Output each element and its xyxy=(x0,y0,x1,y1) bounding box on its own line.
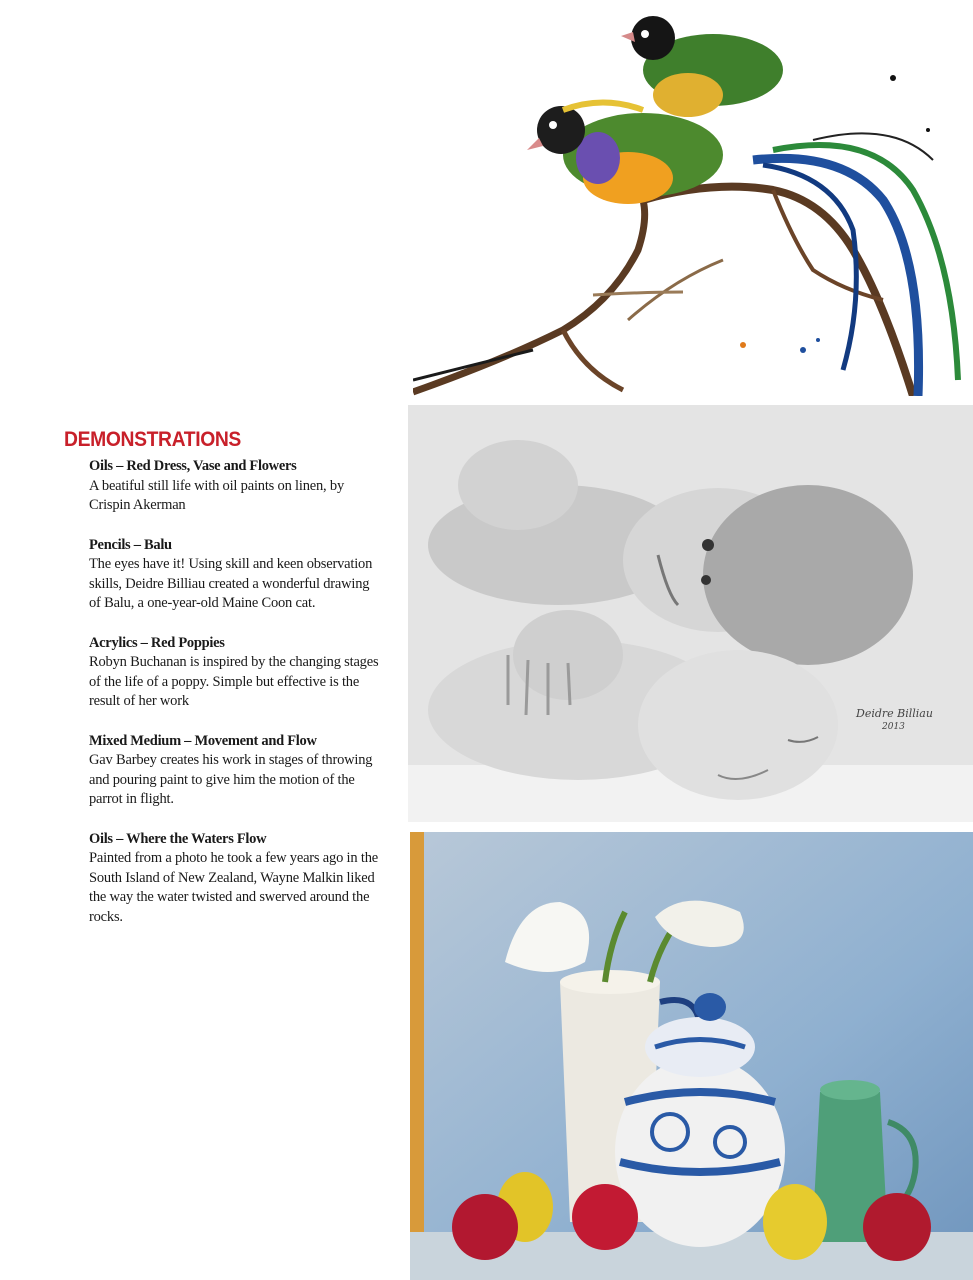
section-heading: DEMONSTRATIONS xyxy=(64,428,241,451)
still-life-artwork xyxy=(410,832,973,1280)
birds-artwork-image xyxy=(413,0,973,396)
entry-body: Painted from a photo he took a few years ago in the South Island of New Zealand, Wayne Malkin liked the way the water twisted and swerved around the rocks. xyxy=(89,850,378,925)
entry-title: Mixed Medium – Movement and Flow xyxy=(89,732,317,749)
birds-artwork xyxy=(413,0,973,396)
list-item xyxy=(89,457,379,516)
pencil-drawing-image xyxy=(408,405,973,822)
entry-title: Oils – Red Dress, Vase and Flowers xyxy=(89,458,297,474)
entry-title: Acrylics – Red Poppies xyxy=(89,634,225,651)
list-item xyxy=(89,732,379,810)
demonstrations-list xyxy=(89,457,379,947)
entry-title: Oils – Where the Waters Flow xyxy=(89,830,267,847)
list-item xyxy=(89,830,379,928)
list-item xyxy=(89,536,379,614)
signature-year: 2013 xyxy=(882,722,905,732)
artist-signature: Deidre Billiau xyxy=(856,707,933,720)
entry-body: The eyes have it! Using skill and keen observation skills, Deidre Billiau created a wonderful drawing of Balu, a one-year-old Maine Coon cat. xyxy=(89,556,373,611)
entry-body: Gav Barbey creates his work in stages of throwing and pouring paint to give him the motion of the parrot in flight. xyxy=(89,752,373,807)
still-life-image xyxy=(410,832,973,1280)
pencil-drawing-artwork xyxy=(408,405,973,822)
entry-body: A beatiful still life with oil paints on linen, by Crispin Akerman xyxy=(89,477,345,513)
list-item xyxy=(89,634,379,712)
entry-title: Pencils – Balu xyxy=(89,536,172,553)
entry-body: Robyn Buchanan is inspired by the changing stages of the life of a poppy. Simple but effective is the result of her work xyxy=(89,654,379,709)
